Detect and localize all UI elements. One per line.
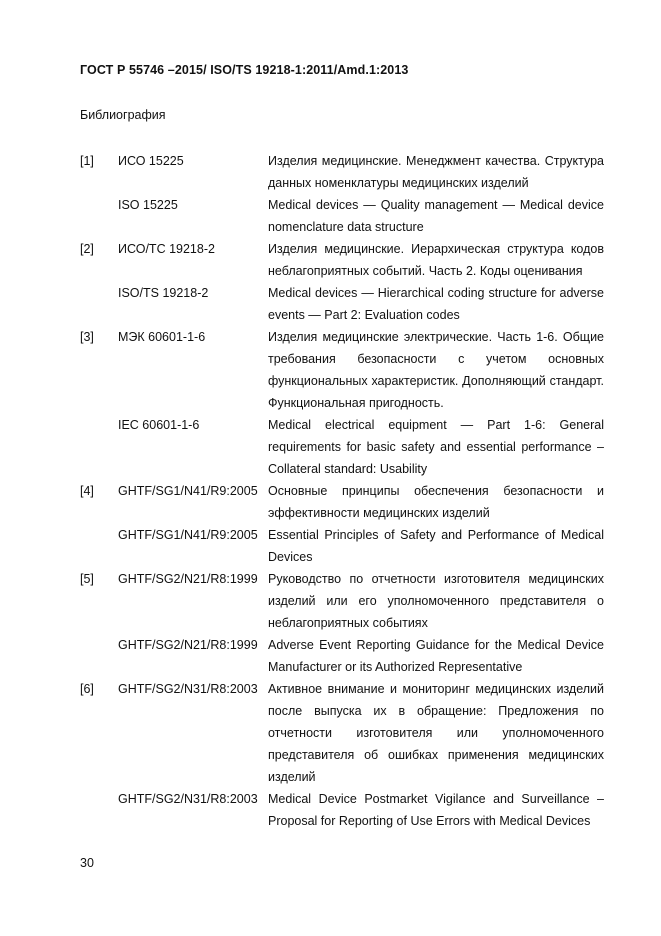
entry-title: Изделия медицинские электрические. Часть 1-6. Общие требования безопасности с учетом основных функциональных характеристик. Дополняющий стандарт. Функциональная пригодность. bbox=[268, 330, 604, 410]
entry-title: Adverse Event Reporting Guidance for the Medical Device Manufacturer or its Authorized Representative bbox=[268, 638, 604, 674]
entry-title: Основные принципы обеспечения безопасности и эффективности медицинских изделий bbox=[268, 484, 604, 520]
entry-title: Medical Device Postmarket Vigilance and Surveillance – Proposal for Reporting of Use Errors with Medical Devices bbox=[268, 792, 604, 828]
entry-code: ИСО 15225 bbox=[118, 154, 184, 168]
entry-number: [3] bbox=[80, 330, 94, 344]
bibliography-entry-ru bbox=[80, 150, 604, 194]
entry-code: GHTF/SG2/N21/R8:1999 bbox=[118, 638, 258, 652]
entry-number: [4] bbox=[80, 484, 94, 498]
bibliography-entry-ru bbox=[80, 480, 604, 524]
bibliography-entry-en bbox=[80, 414, 604, 480]
entry-title: Активное внимание и мониторинг медицинских изделий после выпуска их в обращение: Предложения по отчетности изготовителя или уполномоченного представителя об ошибках применения медицинских изделий bbox=[268, 682, 604, 784]
entry-code: GHTF/SG2/N31/R8:2003 bbox=[118, 682, 258, 696]
entry-number: [6] bbox=[80, 682, 94, 696]
entry-code: ИСО/ТС 19218-2 bbox=[118, 242, 215, 256]
document-header: ГОСТ Р 55746 –2015/ ISO/TS 19218-1:2011/Amd.1:2013 bbox=[80, 63, 409, 77]
entry-number: [2] bbox=[80, 242, 94, 256]
bibliography-entry-en bbox=[80, 788, 604, 832]
entry-code: GHTF/SG2/N21/R8:1999 bbox=[118, 572, 258, 586]
section-title: Библиография bbox=[80, 108, 166, 122]
entry-code: GHTF/SG1/N41/R9:2005 bbox=[118, 484, 258, 498]
bibliography-entry-en bbox=[80, 524, 604, 568]
entry-title: Essential Principles of Safety and Performance of Medical Devices bbox=[268, 528, 604, 564]
entry-title: Medical devices — Quality management — Medical device nomenclature data structure bbox=[268, 198, 604, 234]
bibliography-entry-ru bbox=[80, 238, 604, 282]
entry-code: МЭК 60601-1-6 bbox=[118, 330, 206, 344]
bibliography-entry-ru bbox=[80, 326, 604, 414]
entry-title: Medical electrical equipment — Part 1-6: General requirements for basic safety and essential performance – Collateral standard: Usability bbox=[268, 418, 604, 476]
bibliography-entry-ru bbox=[80, 678, 604, 788]
entry-title: Руководство по отчетности изготовителя медицинских изделий или его уполномоченного представителя о неблагоприятных событиях bbox=[268, 572, 604, 630]
bibliography-entry-en bbox=[80, 282, 604, 326]
bibliography-entry-en bbox=[80, 194, 604, 238]
entry-title: Medical devices — Hierarchical coding structure for adverse events — Part 2: Evaluation codes bbox=[268, 286, 604, 322]
entry-code: ISO 15225 bbox=[118, 198, 178, 212]
bibliography-list bbox=[80, 150, 604, 832]
bibliography-entry-en bbox=[80, 634, 604, 678]
entry-title: Изделия медицинские. Иерархическая структура кодов неблагоприятных событий. Часть 2. Коды оценивания bbox=[268, 242, 604, 278]
page-number: 30 bbox=[80, 856, 94, 870]
entry-title: Изделия медицинские. Менеджмент качества. Структура данных номенклатуры медицинских изделий bbox=[268, 154, 604, 190]
entry-number: [5] bbox=[80, 572, 94, 586]
entry-code: IEC 60601-1-6 bbox=[118, 418, 200, 432]
entry-number: [1] bbox=[80, 154, 94, 168]
entry-code: ISO/TS 19218-2 bbox=[118, 286, 209, 300]
bibliography-entry-ru bbox=[80, 568, 604, 634]
entry-code: GHTF/SG2/N31/R8:2003 bbox=[118, 792, 258, 806]
entry-code: GHTF/SG1/N41/R9:2005 bbox=[118, 528, 258, 542]
